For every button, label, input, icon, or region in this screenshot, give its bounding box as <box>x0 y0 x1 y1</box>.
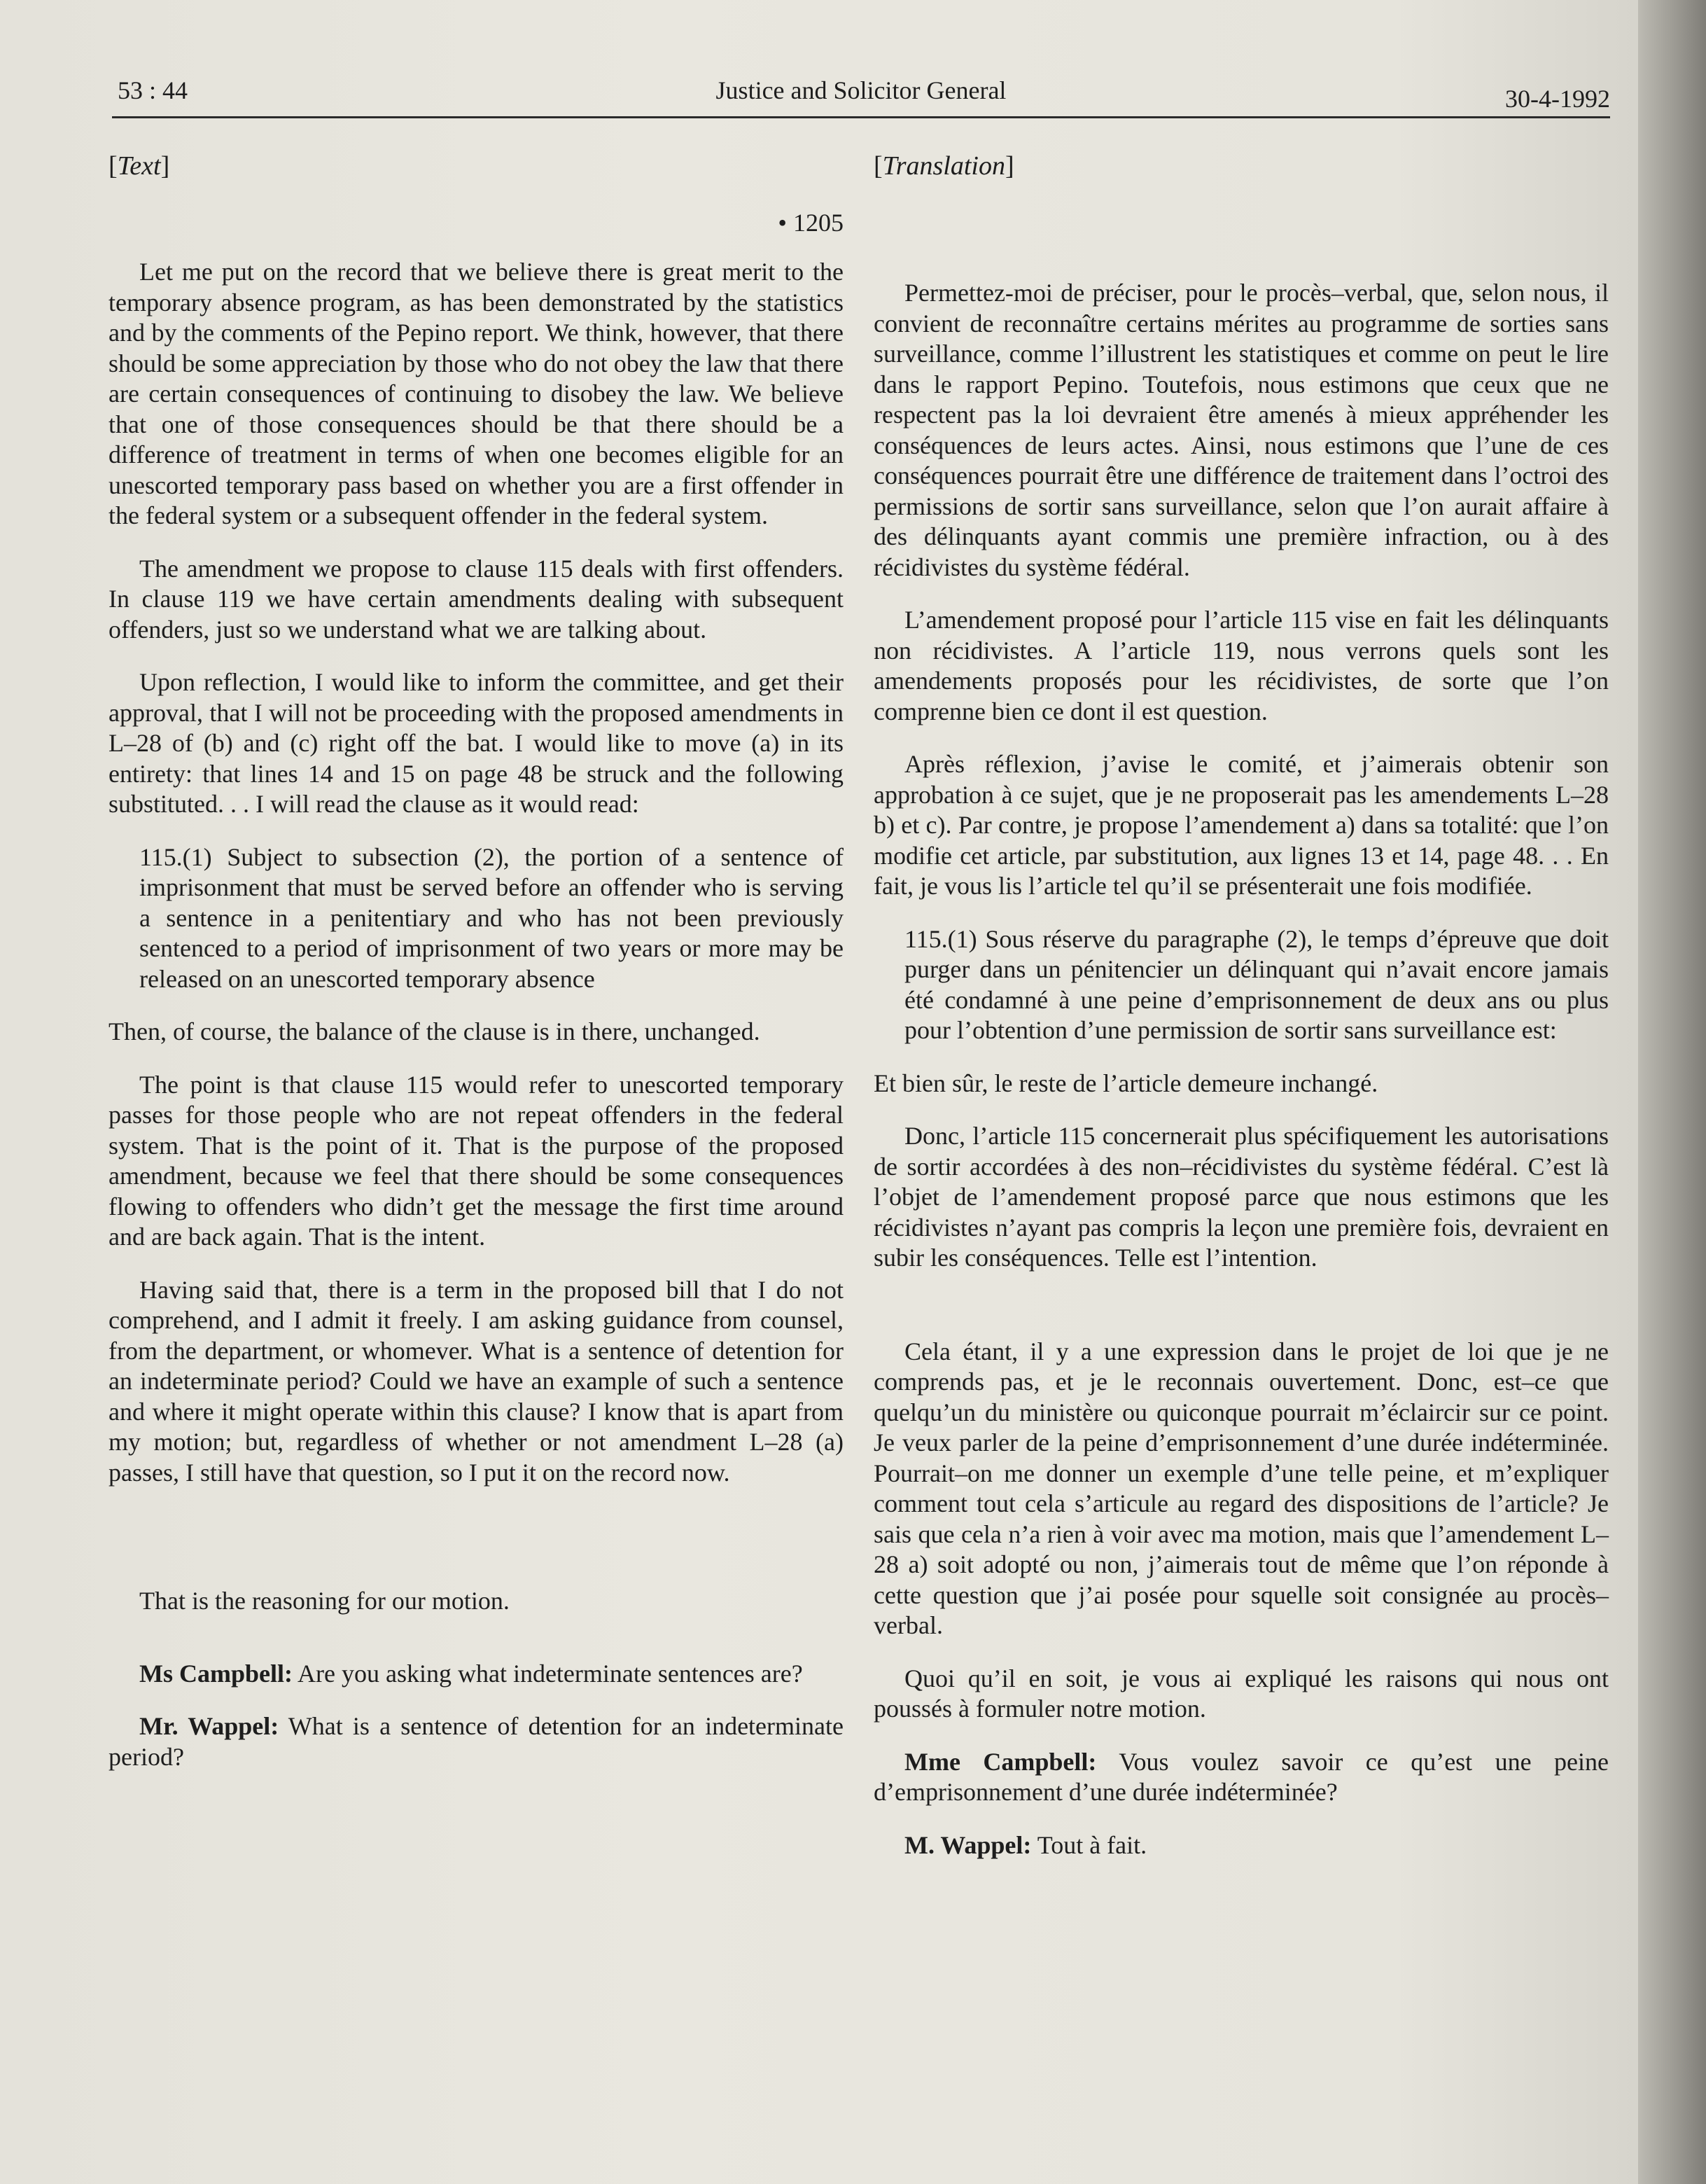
paragraph: Cela étant, il y a une expression dans le projet de loi que je ne comprends pas, et je le reconnais ouvertement. Donc, est–ce que quelqu’un du ministère ou quiconque pourrait m’éclaircir sur ce point. Je veux parler de la peine d’emprisonnement d’une durée indéterminée. Pourrait–on me donner un exemple d’une telle peine, et m’expliquer comment tout cela s’articule au regard des dispositions de l’article? Je sais que cela n’a rien à voir avec ma motion, mais que l’amendement L–28 a) soit adopté ou non, j’aimerais tout de même que l’on réponde à cette question que j’ai posée pour squelle soit consignée au procès–verbal. <box>874 1337 1609 1639</box>
page-number: 53 : 44 <box>118 76 188 104</box>
speech-text: Vous voulez savoir ce qu’est une peine d’emprisonnement d’une durée indéterminée? <box>874 1747 1609 1806</box>
speech-text: Are you asking what indeterminate sentences are? <box>298 1659 803 1688</box>
paragraph: Let me put on the record that we believe there is great merit to the temporary absence program, as has been demonstrated by the statistics and by the comments of the Pepino report. We think, however, that there should be some appreciation by those who do not obey the law that there are certain consequences of continuing to disobey the law. We believe that one of those consequences should be that there should be a difference of treatment in terms of when one becomes eligible for an unescorted temporary pass based on whether you are a first offender in the federal system or a subsequent offender in the federal system. <box>109 258 844 529</box>
paragraph: Then, of course, the balance of the clause is in there, unchanged. <box>109 1017 760 1045</box>
translation-label-word: Translation <box>882 151 1005 181</box>
spacer <box>874 193 1609 278</box>
page-header <box>112 74 1610 118</box>
speech-text: What is a sentence of detention for an indeterminate period? <box>109 1712 844 1771</box>
paragraph: Quoi qu’il en soit, je vous ai expliqué les raisons qui nous ont poussés à formuler notre motion. <box>874 1664 1609 1723</box>
speaker-name: Mr. Wappel: <box>139 1712 279 1740</box>
page-binding-edge <box>1638 0 1706 2184</box>
speaker-exchange <box>109 1711 844 1772</box>
paragraph: L’amendement proposé pour l’article 115 vise en fait les délinquants non récidivistes. A l’article 119, nous verrons quels sont les amendements proposés pour les récidivistes, de sorte que l’on comprenne bien ce dont il est question. <box>874 606 1609 725</box>
time-stamp: 1205 <box>793 209 844 237</box>
speaker-name: Mme Campbell: <box>904 1747 1097 1776</box>
translation-label: [Translation] <box>874 151 1014 181</box>
bullet-icon: • <box>778 209 787 237</box>
speaker-name: Ms Campbell: <box>139 1659 293 1688</box>
paragraph: Après réflexion, j’avise le comité, et j’aimerais obtenir son approbation à ce sujet, que je ne proposerait pas les amendements L–28 b) et c). Par contre, je propose l’amendement a) dans sa totalité: que l’on modifie cet article, par substitution, aux lignes 13 et 14, page 48. . . En fait, je vous lis l’article tel qu’il se présenterait une fois modifiée. <box>874 750 1609 900</box>
paragraph: Permettez-moi de préciser, pour le procès–verbal, que, selon nous, il convient de reconnaître certains mérites au programme de sorties sans surveillance, comme l’illustrent les statistiques et comme on peut le lire dans le rapport Pepino. Toutefois, nous estimons que ceux que ne respectent pas la loi devraient être amenés à mieux appréhender les conséquences de leurs actes. Ainsi, nous estimons que l’une de ces conséquences pourrait être une différence de traitement dans l’octroi des permissions de sortir sans surveillance, selon que l’on aurait affaire à des délinquants ayant commis une première infraction, ou à des récidivistes du système fédéral. <box>874 279 1609 581</box>
paragraph: Having said that, there is a term in the proposed bill that I do not comprehend, and I admit it freely. I am asking guidance from counsel, from the department, or whomever. What is a sentence of detention for an indeterminate period? Could we have an example of such a sentence and where it might operate within this clause? I know that is apart from my motion; but, regardless of whether or not amendment L–28 (a) passes, I still have that question, so I put it on the record now. <box>109 1275 844 1487</box>
paragraph: That is the reasoning for our motion. <box>139 1587 510 1615</box>
speaker-exchange <box>109 1659 844 1690</box>
time-marker <box>109 208 844 257</box>
paragraph: Upon reflection, I would like to inform the committee, and get their approval, that I will not be proceeding with the proposed amendments in L–28 of (b) and (c) right off the bat. I would like to move (a) in its entirety: that lines 14 and 15 on page 48 be struck and the following substituted. . . I will read the clause as it would read: <box>109 668 844 818</box>
text-label: [Text] <box>109 151 170 181</box>
speaker-name: M. Wappel: <box>904 1830 1032 1859</box>
paragraph: The point is that clause 115 would refer to unescorted temporary passes for those people who are not repeat offenders in the federal system. That is the point of it. That is the purpose of the proposed amendment, because we feel that there should be some consequences flowing to offenders who didn’t get the message the first time around and are back again. That is the intent. <box>109 1070 844 1251</box>
quoted-clause: 115.(1) Subject to subsection (2), the portion of a sentence of imprisonment that must be served before an offender who is serving a sentence in a penitentiary and who has not been previously sentenced to a period of imprisonment of two years or more may be released on an unescorted temporary absence <box>139 842 844 993</box>
header-date: 30-4-1992 <box>1505 85 1610 113</box>
french-column <box>874 151 1609 1883</box>
paragraph: Et bien sûr, le reste de l’article demeure inchangé. <box>874 1069 1378 1097</box>
text-label-word: Text <box>117 151 161 181</box>
speaker-exchange <box>874 1830 1609 1861</box>
speech-text: Tout à fait. <box>1037 1830 1147 1859</box>
paragraph: The amendment we propose to clause 115 deals with first offenders. In clause 119 we have certain amendments dealing with subsequent offenders, just so we understand what we are talking about. <box>109 554 844 644</box>
running-title: Justice and Solicitor General <box>715 76 1007 104</box>
speaker-exchange <box>874 1747 1609 1808</box>
paragraph: Donc, l’article 115 concernerait plus spécifiquement les autorisations de sortir accordées à des non–récidivistes du système fédéral. C’est là l’objet de l’amendement proposé parce que nous estimons que les récidivistes n’ayant pas compris la leçon une première fois, devraient en subir les conséquences. Telle est l’intention. <box>874 1122 1609 1272</box>
english-column <box>109 151 844 1795</box>
quoted-clause: 115.(1) Sous réserve du paragraphe (2), le temps d’épreuve que doit purger dans un pénitencier un délinquant qui n’avait encore jamais été condamné à une peine d’emprisonnement de deux ans ou plus pour l’obtention d’une permission de sortir sans surveillance est: <box>904 924 1609 1044</box>
